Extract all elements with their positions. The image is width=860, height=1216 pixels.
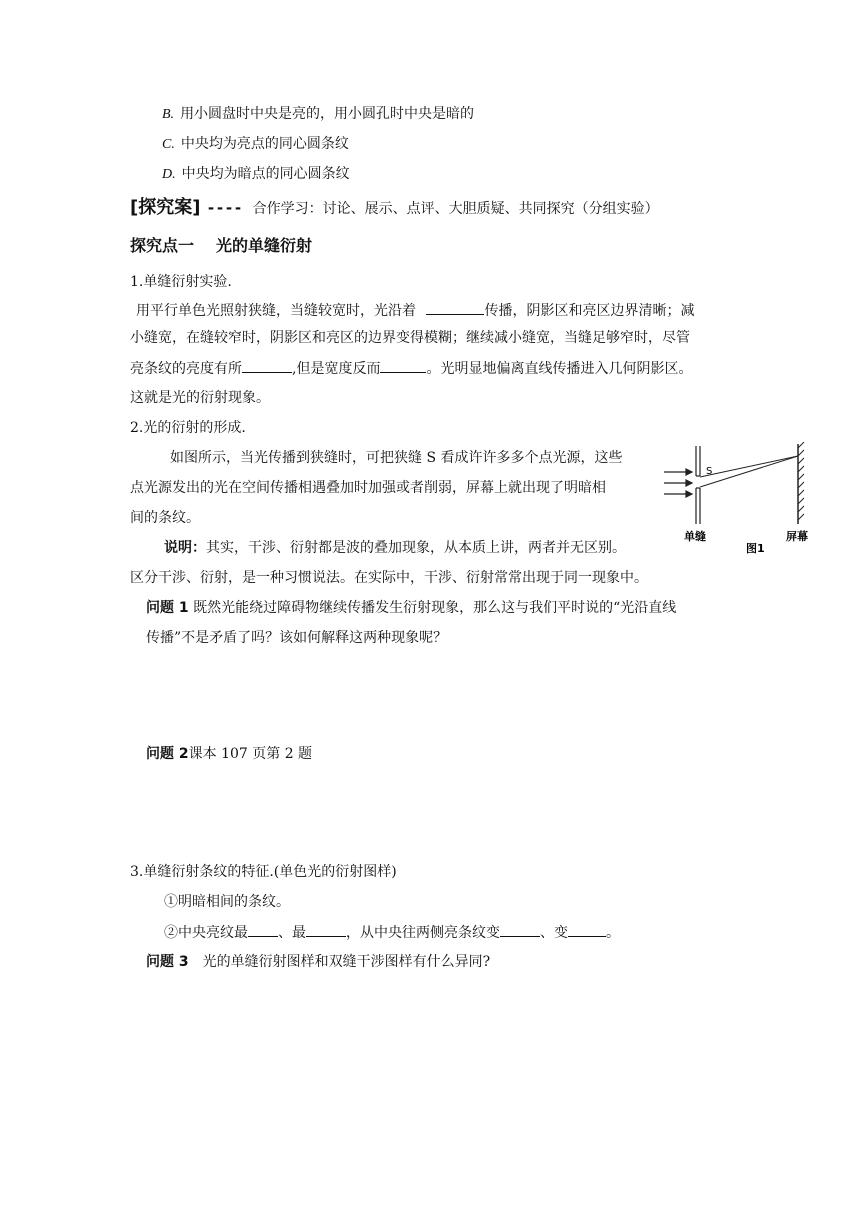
- text-segment: ，从中央往两侧亮条纹变: [346, 925, 500, 941]
- section1-title: 1.单缝衍射实验.: [130, 274, 232, 290]
- fill-blank: [500, 922, 540, 937]
- section2-para-line2: 点光源发出的光在空间传播相遇叠加时加强或者削弱，屏幕上就出现了明暗相: [130, 480, 606, 496]
- fill-blank: [242, 358, 292, 373]
- fill-blank: [380, 358, 426, 373]
- explore-dash: ----: [206, 199, 243, 217]
- text-segment: 传播，阴影区和亮区边界清晰；减: [484, 303, 695, 319]
- question2: [146, 744, 312, 764]
- question3-text: 光的单缝衍射图样和双缝干涉图样有什么异同?: [202, 954, 491, 970]
- section1-line2: 小缝宽，在缝较窄时，阴影区和亮区的边界变得模糊；继续减小缝宽，当缝足够窄时，尽管: [130, 330, 690, 346]
- point1-title: 光的单缝衍射: [216, 236, 313, 255]
- figure-single-slit: [660, 442, 820, 556]
- text-segment: 。光明显地偏离直线传播进入几何阴影区。: [426, 361, 693, 377]
- text-segment: ②中央亮纹最: [164, 925, 248, 941]
- question1-line1: [146, 598, 676, 618]
- note-label: 说明：: [164, 540, 206, 556]
- slit-caption: 单缝: [684, 530, 706, 543]
- section1-line3: [130, 358, 692, 379]
- diffraction-rays: [700, 456, 798, 487]
- question3: [146, 952, 490, 972]
- question2-text: 课本 107 页第 2 题: [188, 746, 313, 762]
- option-b: [162, 104, 474, 125]
- explore-description: 合作学习：讨论、展示、点评、大胆质疑、共同探究（分组实验）: [252, 201, 659, 217]
- section3-item2: [164, 922, 620, 943]
- question1-line2: 传播”不是矛盾了吗？该如何解释这两种现象呢？: [146, 630, 448, 646]
- explore-heading-row: [130, 196, 659, 221]
- question1-label: 问题 1: [146, 600, 189, 616]
- single-slit-diagram: [660, 442, 820, 556]
- text-segment: 用平行单色光照射狭缝，当缝较宽时，光沿着: [136, 303, 416, 319]
- option-letter: B.: [162, 107, 175, 122]
- option-text: 中央均为亮点的同心圆条纹: [180, 136, 349, 152]
- fill-blank: [306, 922, 346, 937]
- section1-line4: 这就是光的衍射现象。: [130, 390, 270, 406]
- option-c: [162, 134, 349, 155]
- question2-label: 问题 2: [146, 746, 189, 762]
- explore-heading: [探究案]: [130, 197, 201, 218]
- text-segment: 、变: [540, 925, 568, 941]
- option-letter: D.: [162, 167, 176, 182]
- incident-light-arrows: [664, 469, 692, 497]
- screen-hatching: [798, 442, 804, 520]
- note-text: 其实，干涉、衍射都是波的叠加现象，从本质上讲，两者并无区别。: [206, 540, 626, 556]
- text-segment: 。: [606, 925, 620, 941]
- slit-barrier: [696, 446, 700, 524]
- section2-para-line3: 间的条纹。: [130, 510, 200, 526]
- question3-label: 问题 3: [146, 954, 189, 970]
- section2-title: 2.光的衍射的形成.: [130, 420, 246, 436]
- option-text: 中央均为暗点的同心圆条纹: [181, 166, 350, 182]
- fill-blank: [568, 922, 606, 937]
- text-segment: 、最: [278, 925, 306, 941]
- text-segment: 亮条纹的亮度有所: [130, 361, 242, 377]
- section3-item1: ①明暗相间的条纹。: [164, 894, 290, 910]
- section1-line1: [136, 300, 694, 321]
- screen-caption: 屏幕: [786, 530, 808, 543]
- section2-note-line1: [164, 538, 626, 558]
- point1-label: 探究点一: [130, 236, 195, 255]
- text-segment: ,但是宽度反而: [292, 361, 381, 377]
- option-text: 用小圆盘时中央是亮的，用小圆孔时中央是暗的: [180, 106, 475, 122]
- fill-blank: [426, 300, 484, 315]
- section2-para-line1: 如图所示，当光传播到狭缝时，可把狭缝 S 看成许许多多个点光源，这些: [170, 450, 623, 466]
- fill-blank: [248, 922, 278, 937]
- section3-title: 3.单缝衍射条纹的特征.(单色光的衍射图样): [130, 864, 397, 880]
- option-d: [162, 164, 350, 185]
- question1-text: 既然光能绕过障碍物继续传播发生衍射现象，那么这与我们平时说的“光沿直线: [193, 600, 677, 616]
- section2-note-line2: 区分干涉、衍射，是一种习惯说法。在实际中，干涉、衍射常常出现于同一现象中。: [130, 570, 648, 586]
- point1-heading: [130, 234, 312, 259]
- slit-label: S: [706, 466, 713, 477]
- option-letter: C.: [162, 137, 175, 152]
- figure-number: 图1: [746, 542, 765, 555]
